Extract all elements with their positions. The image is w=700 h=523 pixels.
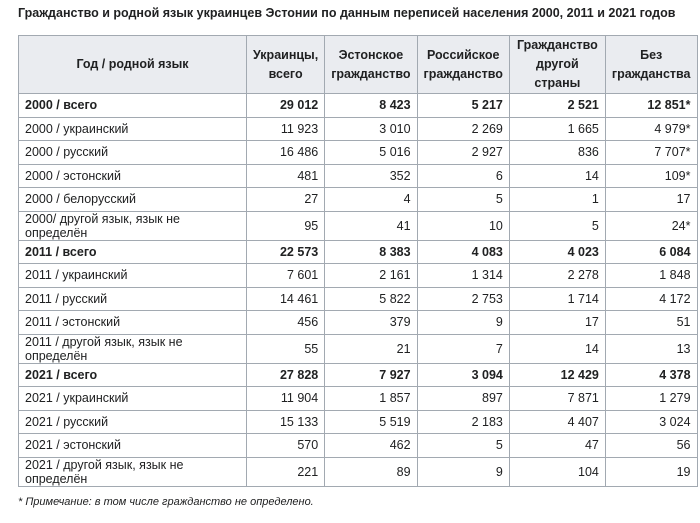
cell-no-citizenship: 12 851*	[605, 94, 697, 118]
cell-ukrainians-total: 456	[247, 311, 325, 335]
cell-russian-citizenship: 6	[417, 164, 509, 188]
table-row	[19, 211, 698, 240]
cell-other-citizenship: 836	[509, 141, 605, 165]
cell-row-label: 2021 / украинский	[19, 387, 247, 411]
cell-row-label: 2011 / русский	[19, 287, 247, 311]
cell-ukrainians-total: 221	[247, 457, 325, 486]
cell-no-citizenship: 51	[605, 311, 697, 335]
cell-estonian-citizenship: 5 519	[325, 410, 417, 434]
cell-ukrainians-total: 15 133	[247, 410, 325, 434]
cell-russian-citizenship: 3 094	[417, 363, 509, 387]
table-row	[19, 287, 698, 311]
cell-ukrainians-total: 22 573	[247, 240, 325, 264]
table-body	[19, 94, 698, 487]
cell-ukrainians-total: 95	[247, 211, 325, 240]
cell-russian-citizenship: 897	[417, 387, 509, 411]
header-ukrainians-total: Украинцы, всего	[247, 36, 325, 94]
table-caption: Гражданство и родной язык украинцев Эстонии по данным переписей населения 2000, 2011 и 2021 годов	[18, 6, 676, 20]
cell-no-citizenship: 7 707*	[605, 141, 697, 165]
cell-other-citizenship: 4 407	[509, 410, 605, 434]
cell-row-label: 2000 / украинский	[19, 117, 247, 141]
cell-row-label: 2011 / эстонский	[19, 311, 247, 335]
cell-russian-citizenship: 1 314	[417, 264, 509, 288]
cell-russian-citizenship: 5	[417, 188, 509, 212]
table-row	[19, 117, 698, 141]
cell-estonian-citizenship: 7 927	[325, 363, 417, 387]
table-row	[19, 311, 698, 335]
cell-row-label: 2000 / эстонский	[19, 164, 247, 188]
cell-other-citizenship: 1 714	[509, 287, 605, 311]
table-row	[19, 164, 698, 188]
cell-no-citizenship: 4 172	[605, 287, 697, 311]
cell-ukrainians-total: 11 923	[247, 117, 325, 141]
cell-ukrainians-total: 570	[247, 434, 325, 458]
cell-other-citizenship: 1	[509, 188, 605, 212]
table-row	[19, 434, 698, 458]
table-row	[19, 410, 698, 434]
cell-other-citizenship: 104	[509, 457, 605, 486]
cell-estonian-citizenship: 379	[325, 311, 417, 335]
cell-no-citizenship: 4 979*	[605, 117, 697, 141]
cell-russian-citizenship: 9	[417, 457, 509, 486]
cell-estonian-citizenship: 5 016	[325, 141, 417, 165]
cell-other-citizenship: 4 023	[509, 240, 605, 264]
table-row-total	[19, 363, 698, 387]
cell-no-citizenship: 1 279	[605, 387, 697, 411]
cell-russian-citizenship: 4 083	[417, 240, 509, 264]
cell-other-citizenship: 14	[509, 334, 605, 363]
cell-estonian-citizenship: 2 161	[325, 264, 417, 288]
cell-other-citizenship: 5	[509, 211, 605, 240]
cell-no-citizenship: 3 024	[605, 410, 697, 434]
cell-russian-citizenship: 2 753	[417, 287, 509, 311]
cell-ukrainians-total: 16 486	[247, 141, 325, 165]
cell-ukrainians-total: 7 601	[247, 264, 325, 288]
header-no-citizenship: Без гражданства	[605, 36, 697, 94]
cell-row-label: 2000 / всего	[19, 94, 247, 118]
cell-row-label: 2021 / другой язык, язык не определён	[19, 457, 247, 486]
cell-ukrainians-total: 29 012	[247, 94, 325, 118]
cell-row-label: 2000/ другой язык, язык не определён	[19, 211, 247, 240]
table-row	[19, 457, 698, 486]
cell-row-label: 2021 / русский	[19, 410, 247, 434]
cell-russian-citizenship: 2 183	[417, 410, 509, 434]
cell-no-citizenship: 19	[605, 457, 697, 486]
table-row	[19, 264, 698, 288]
cell-other-citizenship: 17	[509, 311, 605, 335]
cell-russian-citizenship: 2 927	[417, 141, 509, 165]
cell-russian-citizenship: 5 217	[417, 94, 509, 118]
cell-other-citizenship: 1 665	[509, 117, 605, 141]
cell-no-citizenship: 109*	[605, 164, 697, 188]
cell-estonian-citizenship: 8 383	[325, 240, 417, 264]
cell-other-citizenship: 12 429	[509, 363, 605, 387]
cell-estonian-citizenship: 8 423	[325, 94, 417, 118]
cell-estonian-citizenship: 352	[325, 164, 417, 188]
cell-no-citizenship: 6 084	[605, 240, 697, 264]
cell-row-label: 2011 / другой язык, язык не определён	[19, 334, 247, 363]
cell-row-label: 2011 / всего	[19, 240, 247, 264]
cell-estonian-citizenship: 462	[325, 434, 417, 458]
footnote: * Примечание: в том числе гражданство не определено.	[18, 496, 314, 508]
table-row	[19, 188, 698, 212]
cell-ukrainians-total: 11 904	[247, 387, 325, 411]
cell-no-citizenship: 4 378	[605, 363, 697, 387]
cell-estonian-citizenship: 3 010	[325, 117, 417, 141]
cell-other-citizenship: 47	[509, 434, 605, 458]
cell-ukrainians-total: 14 461	[247, 287, 325, 311]
cell-no-citizenship: 24*	[605, 211, 697, 240]
cell-ukrainians-total: 27	[247, 188, 325, 212]
table-row	[19, 387, 698, 411]
cell-estonian-citizenship: 89	[325, 457, 417, 486]
header-other-citizenship: Гражданство другой страны	[509, 36, 605, 94]
cell-no-citizenship: 56	[605, 434, 697, 458]
cell-other-citizenship: 7 871	[509, 387, 605, 411]
cell-russian-citizenship: 5	[417, 434, 509, 458]
cell-no-citizenship: 13	[605, 334, 697, 363]
cell-russian-citizenship: 9	[417, 311, 509, 335]
cell-no-citizenship: 1 848	[605, 264, 697, 288]
header-russian-citizenship: Российское гражданство	[417, 36, 509, 94]
cell-russian-citizenship: 2 269	[417, 117, 509, 141]
cell-russian-citizenship: 10	[417, 211, 509, 240]
cell-row-label: 2021 / эстонский	[19, 434, 247, 458]
cell-estonian-citizenship: 21	[325, 334, 417, 363]
header-row	[19, 36, 698, 94]
cell-other-citizenship: 14	[509, 164, 605, 188]
cell-no-citizenship: 17	[605, 188, 697, 212]
header-year-language: Год / родной язык	[19, 36, 247, 94]
cell-estonian-citizenship: 41	[325, 211, 417, 240]
cell-row-label: 2000 / русский	[19, 141, 247, 165]
header-estonian-citizenship: Эстонское гражданство	[325, 36, 417, 94]
table-row	[19, 334, 698, 363]
cell-estonian-citizenship: 1 857	[325, 387, 417, 411]
table-row-total	[19, 240, 698, 264]
cell-ukrainians-total: 481	[247, 164, 325, 188]
cell-estonian-citizenship: 5 822	[325, 287, 417, 311]
cell-other-citizenship: 2 278	[509, 264, 605, 288]
cell-ukrainians-total: 55	[247, 334, 325, 363]
cell-row-label: 2021 / всего	[19, 363, 247, 387]
cell-row-label: 2011 / украинский	[19, 264, 247, 288]
cell-estonian-citizenship: 4	[325, 188, 417, 212]
cell-russian-citizenship: 7	[417, 334, 509, 363]
table-row	[19, 141, 698, 165]
table-row-total	[19, 94, 698, 118]
cell-other-citizenship: 2 521	[509, 94, 605, 118]
cell-ukrainians-total: 27 828	[247, 363, 325, 387]
census-table	[18, 35, 698, 487]
cell-row-label: 2000 / белорусский	[19, 188, 247, 212]
